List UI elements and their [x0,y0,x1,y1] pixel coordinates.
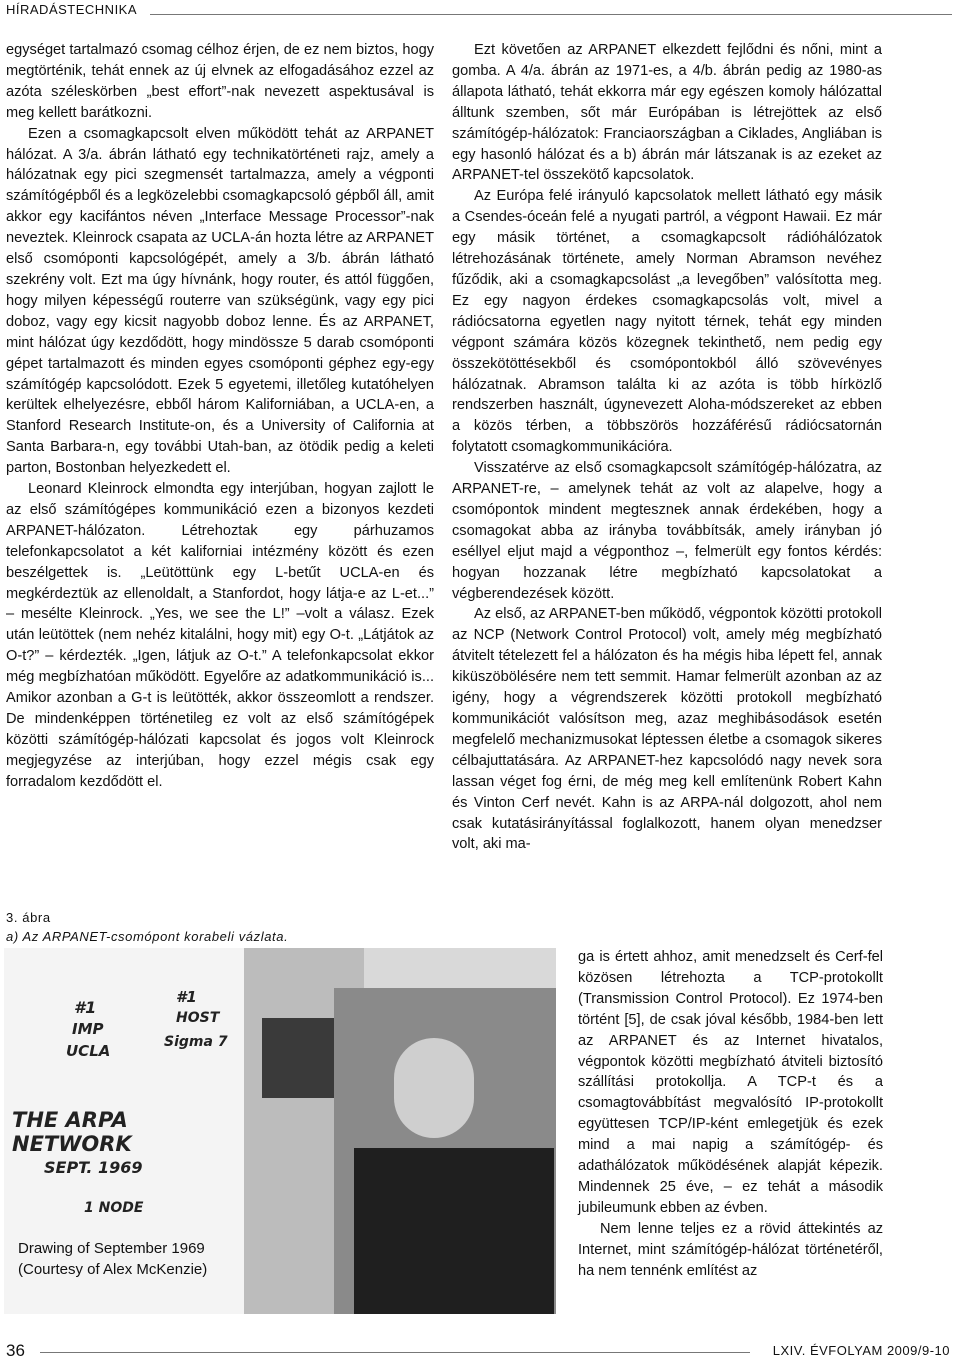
person-face [394,1038,474,1138]
sketch-label: 1 NODE [84,1200,144,1216]
paragraph: Ezt követően az ARPANET elkezdett fejlődni és nőni, mint a gomba. A 4/a. ábrán az 1971-es, a 4/b. ábrán pedig az 1980-as állapota látható, tehát ekkorra már egy egészen komoly hálózattal álltunk szemben, sőt már Európában is létrejöttek az első számítógép-hálózatok: Franciaországban a Ciklades, Angliában is egy hasonló hálózat és a b) ábrán már látszanak is az ezeket az ARPANET-tel összekötő kapcsolatok. [452,42,882,184]
caption-line-a: a) Az ARPANET-csomópont korabeli vázlata. [6,929,289,944]
sketch-label: Sigma 7 [164,1034,228,1050]
left-column [6,40,434,793]
page-number: 36 [6,1341,25,1360]
figure-credit [18,1238,207,1280]
sketch-label: #1 [74,998,97,1017]
paragraph: Az Európa felé irányuló kapcsolatok mellett látható egy másik a Csendes-óceán felé a nyugati partról, a végpont Hawaii. Ez már egy másik történet, a csomagkapcsolt rádióhálózatok létrehozásának története, amely Norman Abramson nevéhez fűződik, aki a csomagkapcsolást „a levegőben” valósította meg. Ez egy nagyon érdekes csomagkapcsolás volt, mivel a rádiócsatorna egyetlen nagy nyitott térnek, tehát egy minden végpont számára közös közegnek tekinthető, nem pedig egy összekötöttésekből és csomópontokból álló szövevényes hálózatnak. Abramson találta ki az azóta is több hírközlő rendszerben használt, úgynevezett Aloha-módszereket az ebben a közös térben, a többszörös hozzáférésű rádiócsatornán folytatott csomagkommunikációra. [452,188,882,456]
paragraph: Leonard Kleinrock elmondta egy interjúban, hogyan zajlott le az első számítógépes kommunikáció ezen a bizonyos kezdeti ARPANET-hálózaton. Létrehoztak egy párhuzamos telefonkapcsolatot a két kaliforniai intézmény között és ezen beszélgettek is. „Leütöttünk egy L-betűt UCLA-en és megkérdeztük az ellenoldalt, a Stanfordot, hogy látja-e az L-et...” – mesélte Kleinrock. „Yes, we see the L!” –volt a válasz. Ezek után leütöttek (nem nehéz kitalálni, hogy mit) egy O-t. „Látjátok az O-t?” – kérdezték. „Igen, látjuk az O-t.” A telefonkapcsolat ekkor még megbízhatóan működött. Egyelőre az adatkommunikáció is... Amikor azonban a G-t is leütötték, akkor összeomlott a rendszer. De mindenképpen történetileg ez volt az első számítógépek közötti számítógép-hálózati kapcsolat és jogos volt Kleinrock megjegyzése az interjúban, hogy ezzel mégis csak egy forradalom kezdődött el. [6,481,434,790]
person-suit [354,1148,554,1314]
credit-line: Drawing of September 1969 [18,1240,205,1257]
paragraph: Az első, az ARPANET-ben működő, végpontok közötti protokoll az NCP (Network Control Protocol) volt, amely még megbízható átvitelt tételezett fel a hálózaton és ha mégis hiba lépett fel, annak kiküszöbölésére nem tett semmit. Hamar felmerült azonban az az igény, hogy a végrendszerek közötti protokoll megbízható kommunikációt valósítson meg, azaz meghibásodások esetén megfelelő mechanizmusokat léptessen életbe a csomagok sikeres célbajuttatására. Az ARPANET-hez kapcsolódó nagy nevek sora lassan véget fog érni, de még meg kell említenünk Robert Kahn és Vinton Cerf nevét. Kahn is az ARPA-nál dolgozott, ahol nem csak kutatásirányítással foglalkozott, hanem olyan menedzser volt, aki ma- [452,606,882,853]
sketch-label: UCLA [66,1042,111,1060]
wrap-column [578,947,883,1282]
sketch-label: #1 [176,988,197,1006]
right-column [452,40,882,855]
section-header: HÍRADÁSTECHNIKA [6,2,138,17]
header-rule [150,14,952,15]
sketch-label: HOST [176,1010,220,1026]
sketch-label: SEPT. 1969 [44,1158,143,1177]
volume-label: LXIV. ÉVFOLYAM 2009/9-10 [772,1343,950,1358]
paragraph: Visszatérve az első csomagkapcsolt számítógép-hálózatra, az ARPANET-re, – amelynek tehát az volt az alapelve, hogy a csomópontok mindent megtesznek annak érdekében, hogy a csomagokat abba az irányba továbbítsák, amely irányban jó eséllyel eljut majd a végponthoz –, felmerült egy fontos kérdés: hogyan hozzanak létre megbízható kapcsolatokat a végberendezések között. [452,460,882,602]
paragraph: Ezen a csomagkapcsolt elven működött tehát az ARPANET hálózat. A 3/a. ábrán látható egy technikatörténeti rajz, amely a hálózatnak egy pici szegmensét tartalmazza, amely a végponti számítógépből és a legközelebbi csomagkapcsoló gépből áll, amit akkor egy kacifántos néven „Interface Message Processor”-nak neveztek. Kleinrock csapata az UCLA-án hozta létre az ARPANET első csomóponti kapcsológépét, amely a 3/b. ábrán látható szekrény volt. Ezt ma úgy hívnánk, hogy router, és attól függően, hogy milyen képességű routerre van szükségünk, vagy egy pici doboz, vagy egy kicsit nagyobb doboz lenne. És az ARPANET, mint hálózat úgy kezdődött, hogy mindössze 5 darab csomóponti gépet tartalmazott és minden egyes csomóponti géphez egy-egy számítógép kapcsolódott. Ezek 5 egyetemi, illetőleg kutatóhelyen kerültek elhelyezésre, ebből három Kaliforniában, a UCLA-en, a Stanford Research Institute-on, és a University of California at Santa Barbara-n, egy további Utah-ban, az ötödik pedig a keleti parton, Bostonban helyezkedett el. [6,125,435,477]
paragraph: Nem lenne teljes ez a rövid áttekintés az Internet, mint számítógép-hálózat történetéről, ha nem tennénk említést az [578,1220,883,1279]
paragraph: egységet tartalmazó csomag célhoz érjen, de ez nem biztos, hogy megtörténik, tehát ennek az új elvnek az elfogadásához ezzel az azóta széleskörben „best effort”-nak nevezett aspektusával is meg kellett barátkozni. [6,42,434,121]
sketch-label: IMP [72,1020,104,1038]
credit-line: (Courtesy of Alex McKenzie) [18,1261,208,1278]
caption-number: 3. ábra [6,910,51,925]
figure-photo [4,948,556,1314]
arpanet-sketch [4,948,254,1314]
sketch-label: THE ARPA NETWORK [12,1108,132,1156]
footer-rule [40,1352,750,1353]
paragraph: ga is értett ahhoz, amit menedzselt és Cerf-fel közösen létrehozta a TCP-protokollt (Transmission Control Protocol). Ez 1974-ben történt [5], de csak jóval később, 1984-ben lett az ARPANET és az Internet hivatalos, végpontok közötti megbízható átviteli biztosító szállítási protokollja. A TCP-t és a csomagtovábbítást megvalósító IP-protokollt együttesen TCP/IP-ként emlegetjük és ezek mind a mai napig a számítógép- és adathálózatok működésének alapját képezik. Mindennek 25 éve, – ez tehát a második jubileumunk ebben az évben. [578,949,883,1216]
